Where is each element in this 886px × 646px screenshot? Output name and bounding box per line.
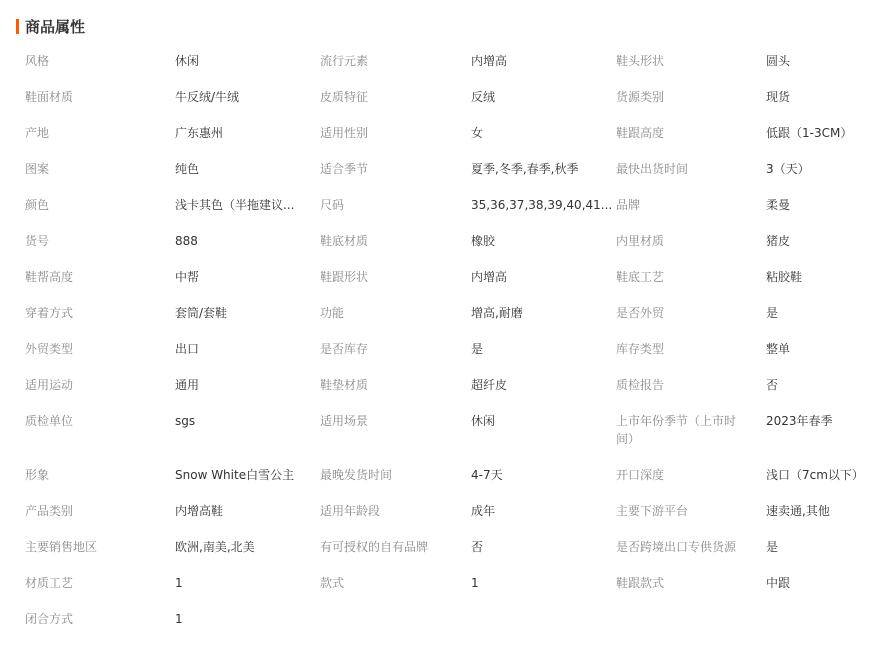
attribute-value: 低跟（1-3CM） xyxy=(766,126,853,140)
attribute-value: 通用 xyxy=(175,378,200,392)
attribute-name: 款式 xyxy=(320,576,345,590)
attribute-value: 粘胶鞋 xyxy=(766,270,803,284)
attribute-value: 4-7天 xyxy=(471,468,503,482)
attribute-value: 1 xyxy=(471,576,479,590)
attribute-name: 品牌 xyxy=(616,198,641,212)
attribute-name: 尺码 xyxy=(320,198,345,212)
attribute-value: 中帮 xyxy=(175,270,200,284)
attribute-name: 外贸类型 xyxy=(25,342,74,356)
attribute-value: 888 xyxy=(175,234,198,248)
attribute-name: 皮质特征 xyxy=(320,90,369,104)
attribute-name: 鞋垫材质 xyxy=(320,378,369,392)
attribute-value: 3（天） xyxy=(766,162,810,176)
attribute-value: 套筒/套鞋 xyxy=(175,306,228,320)
attribute-name: 产品类别 xyxy=(25,504,74,518)
attribute-value: 超纤皮 xyxy=(471,378,508,392)
attribute-name: 最快出货时间 xyxy=(616,162,689,176)
attribute-value: 欧洲,南美,北美 xyxy=(175,540,255,554)
attribute-row xyxy=(25,601,881,637)
attribute-name: 库存类型 xyxy=(616,342,665,356)
attribute-name: 形象 xyxy=(25,468,50,482)
attribute-row xyxy=(25,457,881,493)
attribute-row xyxy=(25,403,881,457)
attribute-name: 材质工艺 xyxy=(25,576,74,590)
attribute-name: 鞋跟高度 xyxy=(616,126,665,140)
attribute-value: 是 xyxy=(471,342,484,356)
attribute-name: 适用性别 xyxy=(320,126,369,140)
attribute-value: 否 xyxy=(471,540,484,554)
attribute-name: 闭合方式 xyxy=(25,612,74,626)
attribute-row xyxy=(25,259,881,295)
attribute-name: 开口深度 xyxy=(616,468,665,482)
section-title: 商品属性 xyxy=(25,17,86,36)
attribute-row xyxy=(25,115,881,151)
attribute-value: 橡胶 xyxy=(471,234,496,248)
section-header xyxy=(16,16,85,36)
attribute-row xyxy=(25,223,881,259)
attribute-value: 柔曼 xyxy=(766,198,791,212)
attribute-name: 内里材质 xyxy=(616,234,665,248)
attribute-value: 内增高 xyxy=(471,54,508,68)
attribute-value: 休闲 xyxy=(471,414,496,428)
attribute-name: 主要下游平台 xyxy=(616,504,689,518)
attribute-row xyxy=(25,529,881,565)
attribute-value: 1 xyxy=(175,612,183,626)
attribute-value: 内增高 xyxy=(471,270,508,284)
attribute-name: 流行元素 xyxy=(320,54,369,68)
attribute-name: 风格 xyxy=(25,54,50,68)
attribute-value: 纯色 xyxy=(175,162,200,176)
attribute-name: 图案 xyxy=(25,162,50,176)
attribute-name: 鞋帮高度 xyxy=(25,270,74,284)
attribute-value: 牛反绒/牛绒 xyxy=(175,90,240,104)
attribute-name: 穿着方式 xyxy=(25,306,74,320)
attribute-name: 鞋头形状 xyxy=(616,54,665,68)
attribute-value: 出口 xyxy=(175,342,200,356)
attribute-name: 是否跨境出口专供货源 xyxy=(616,540,737,554)
attribute-value: 速卖通,其他 xyxy=(766,504,830,518)
attribute-name: 鞋面材质 xyxy=(25,90,74,104)
attribute-table xyxy=(25,43,881,637)
attribute-row xyxy=(25,367,881,403)
attribute-value: 内增高鞋 xyxy=(175,504,224,518)
attribute-value: 是 xyxy=(766,540,779,554)
attribute-value: 圆头 xyxy=(766,54,791,68)
attribute-value: 浅口（7cm以下） xyxy=(766,468,864,482)
attribute-value: 休闲 xyxy=(175,54,200,68)
attribute-value: 整单 xyxy=(766,342,791,356)
attribute-value: 成年 xyxy=(471,504,496,518)
attribute-value: 35,36,37,38,39,40,41... xyxy=(471,198,613,212)
attribute-name: 是否外贸 xyxy=(616,306,665,320)
attribute-name: 适用运动 xyxy=(25,378,74,392)
accent-bar xyxy=(16,19,19,34)
attribute-row xyxy=(25,295,881,331)
attribute-name: 主要销售地区 xyxy=(25,540,98,554)
attribute-name: 最晚发货时间 xyxy=(320,468,393,482)
attribute-value: sgs xyxy=(175,414,196,428)
attribute-value: 猪皮 xyxy=(766,234,791,248)
attribute-row xyxy=(25,565,881,601)
attribute-name: 上市年份季节（上市时间） xyxy=(616,414,737,446)
attribute-row xyxy=(25,493,881,529)
attribute-row xyxy=(25,151,881,187)
attribute-name: 适用场景 xyxy=(320,414,369,428)
attribute-value: 现货 xyxy=(766,90,791,104)
attribute-name: 功能 xyxy=(320,306,345,320)
attribute-row xyxy=(25,43,881,79)
attribute-name: 鞋底材质 xyxy=(320,234,369,248)
attribute-value: 1 xyxy=(175,576,183,590)
attribute-value: Snow White白雪公主 xyxy=(175,468,295,482)
attribute-name: 有可授权的自有品牌 xyxy=(320,540,429,554)
attribute-name: 货源类别 xyxy=(616,90,665,104)
attribute-row xyxy=(25,331,881,367)
attribute-value: 女 xyxy=(471,126,484,140)
attribute-value: 2023年春季 xyxy=(766,414,833,428)
attribute-row xyxy=(25,187,881,223)
attribute-name: 质检单位 xyxy=(25,414,74,428)
attribute-value: 否 xyxy=(766,378,779,392)
attribute-name: 鞋底工艺 xyxy=(616,270,665,284)
attribute-name: 质检报告 xyxy=(616,378,665,392)
attribute-value: 夏季,冬季,春季,秋季 xyxy=(471,162,579,176)
attribute-name: 货号 xyxy=(25,234,50,248)
attribute-name: 是否库存 xyxy=(320,342,369,356)
attribute-value: 是 xyxy=(766,306,779,320)
attribute-value: 广东惠州 xyxy=(175,126,224,140)
attribute-name: 鞋跟形状 xyxy=(320,270,369,284)
attribute-value: 浅卡其色（半拖建议... xyxy=(175,198,295,212)
attribute-value: 中跟 xyxy=(766,576,791,590)
attribute-name: 鞋跟款式 xyxy=(616,576,665,590)
attribute-value: 反绒 xyxy=(471,90,496,104)
attribute-value: 增高,耐磨 xyxy=(471,306,523,320)
attribute-name: 产地 xyxy=(25,126,50,140)
attribute-name: 适用年龄段 xyxy=(320,504,381,518)
attribute-name: 颜色 xyxy=(25,198,50,212)
attribute-name: 适合季节 xyxy=(320,162,369,176)
attribute-row xyxy=(25,79,881,115)
